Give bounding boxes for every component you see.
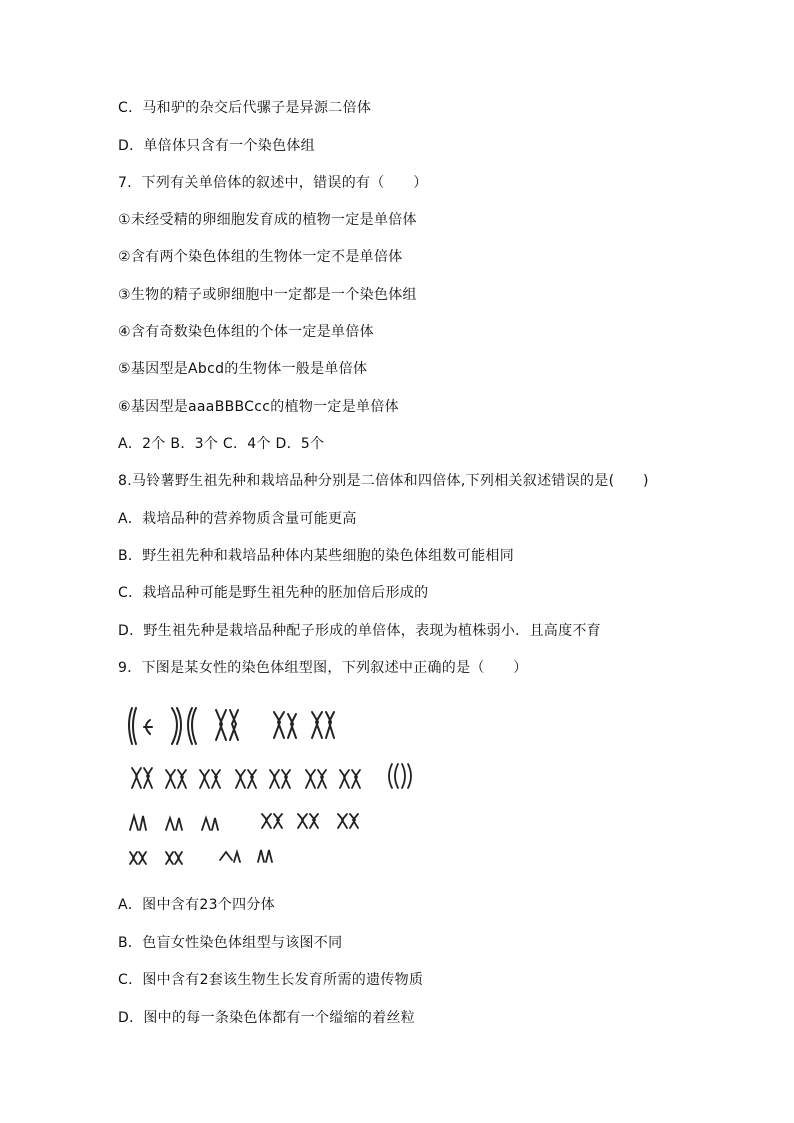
option-d-q6: D．单倍体只含有一个染色体组 [118, 138, 315, 154]
chromosome-pair-2 [172, 708, 196, 744]
q9-option-a: A．图中含有23个四分体 [118, 897, 275, 913]
question-8: 8.马铃薯野生祖先种和栽培品种分别是二倍体和四倍体,下列相关叙述错误的是( ) [118, 473, 649, 489]
chromosome-pair-5 [312, 712, 334, 738]
question-7: 7．下列有关单倍体的叙述中，错误的有（ ） [118, 175, 428, 191]
question-9: 9．下图是某女性的染色体组型图，下列叙述中正确的是（ ） [118, 660, 528, 676]
karyotype-figure [122, 700, 422, 870]
chromosome-pair-3 [216, 710, 238, 740]
q7-statement-5: ⑤基因型是Abcd的生物体一般是单倍体 [118, 361, 368, 377]
chromosome-pair-4 [274, 712, 296, 738]
q7-statement-3: ③生物的精子或卵细胞中一定都是一个染色体组 [118, 287, 417, 303]
q8-option-b: B．野生祖先种和栽培品种体内某些细胞的染色体组数可能相同 [118, 548, 515, 564]
q7-statement-2: ②含有两个染色体组的生物体一定不是单倍体 [118, 249, 403, 265]
q8-option-d: D．野生祖先种是栽培品种配子形成的单倍体，表现为植株弱小．且高度不育 [118, 623, 601, 639]
q9-option-c: C．图中含有2套该生物生长发育所需的遗传物质 [118, 972, 424, 988]
chromosome-pair-1 [129, 708, 152, 744]
q7-statement-6: ⑥基因型是aaaBBBCcc的植物一定是单倍体 [118, 399, 399, 415]
option-c-q6: C．马和驴的杂交后代骡子是异源二倍体 [118, 100, 372, 116]
q9-option-b: B．色盲女性染色体组型与该图不同 [118, 935, 343, 951]
q9-option-d: D．图中的每一条染色体都有一个缢缩的着丝粒 [118, 1010, 416, 1026]
q8-option-c: C．栽培品种可能是野生祖先种的胚加倍后形成的 [118, 585, 429, 601]
q7-statement-1: ①未经受精的卵细胞发育成的植物一定是单倍体 [118, 212, 417, 228]
q7-options: A．2个 B．3个 C．4个 D．5个 [118, 436, 325, 452]
q7-statement-4: ④含有奇数染色体组的个体一定是单倍体 [118, 324, 374, 340]
q8-option-a: A．栽培品种的营养物质含量可能更高 [118, 511, 357, 527]
